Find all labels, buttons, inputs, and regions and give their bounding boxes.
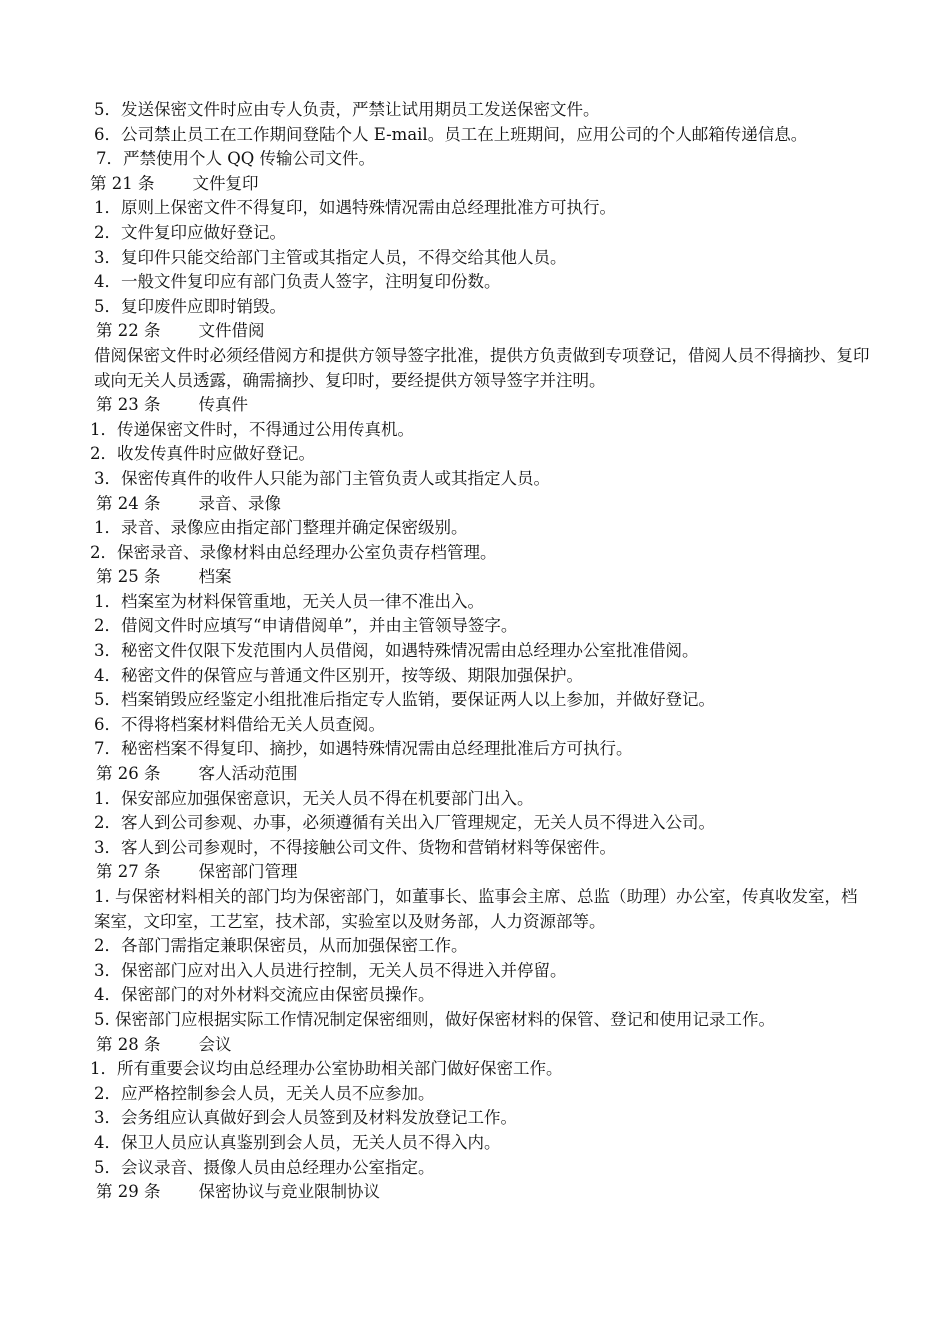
paragraph-line: 7．秘密档案不得复印、摘抄，如遇特殊情况需由总经理批准后方可执行。 [94, 739, 633, 759]
paragraph-line: 1．档案室为材料保管重地，无关人员一律不准出入。 [94, 591, 484, 611]
paragraph-line: 2．客人到公司参观、办事，必须遵循有关出入厂管理规定，无关人员不得进入公司。 [94, 813, 715, 833]
paragraph-line: 2．各部门需指定兼职保密员，从而加强保密工作。 [94, 936, 468, 956]
article-number: 第 27 条 [96, 862, 161, 882]
paragraph-line: 3．复印件只能交给部门主管或其指定人员，不得交给其他人员。 [94, 247, 567, 267]
article-title: 客人活动范围 [198, 764, 298, 784]
article-heading [90, 762, 870, 787]
paragraph-line: 3．保密传真件的收件人只能为部门主管负责人或其指定人员。 [94, 468, 550, 488]
paragraph-line: 2．保密录音、录像材料由总经理办公室负责存档管理。 [90, 542, 497, 562]
paragraph-line: 1. 与保密材料相关的部门均为保密部门，如董事长、监事会主席、总监（助理）办公室，传真收发室，档案室，文印室，工艺室，技术部，实验室以及财务部，人力资源部等。 [94, 887, 858, 931]
paragraph-line: 3．秘密文件仅限下发范围内人员借阅，如遇特殊情况需由总经理办公室批准借阅。 [94, 641, 699, 661]
paragraph-line: 3．保密部门应对出入人员进行控制，无关人员不得进入并停留。 [94, 960, 567, 980]
article-heading [90, 393, 870, 418]
article-heading [90, 492, 870, 517]
article-number: 第 26 条 [96, 764, 161, 784]
paragraph-line: 3．会务组应认真做好到会人员签到及材料发放登记工作。 [94, 1108, 517, 1128]
article-number: 第 24 条 [96, 493, 161, 513]
article-title: 文件借阅 [198, 321, 265, 341]
article-title: 档案 [198, 567, 232, 587]
paragraph-line: 1．传递保密文件时，不得通过公用传真机。 [90, 419, 414, 439]
paragraph-line: 2．借阅文件时应填写“申请借阅单”，并由主管领导签字。 [94, 616, 518, 636]
paragraph-line: 5．复印废件应即时销毁。 [94, 296, 286, 316]
article-heading [90, 319, 870, 344]
article-title: 会议 [198, 1034, 232, 1054]
article-number: 第 21 条 [90, 173, 155, 193]
paragraph-line: 5．档案销毁应经鉴定小组批准后指定专人监销，要保证两人以上参加，并做好登记。 [94, 690, 715, 710]
paragraph-line: 2．文件复印应做好登记。 [94, 222, 286, 242]
paragraph-line: 3．客人到公司参观时，不得接触公司文件、货物和营销材料等保密件。 [94, 837, 616, 857]
paragraph-line: 4．秘密文件的保管应与普通文件区别开，按等级、期限加强保护。 [94, 665, 583, 685]
paragraph-line: 2．应严格控制参会人员，无关人员不应参加。 [94, 1083, 435, 1103]
paragraph-line: 1．所有重要会议均由总经理办公室协助相关部门做好保密工作。 [90, 1059, 563, 1079]
paragraph-line: 2．收发传真件时应做好登记。 [90, 444, 315, 464]
article-title: 保密协议与竞业限制协议 [198, 1182, 380, 1202]
paragraph-line: 4．保密部门的对外材料交流应由保密员操作。 [94, 985, 435, 1005]
paragraph-line: 6．不得将档案材料借给无关人员查阅。 [94, 714, 385, 734]
article-heading [90, 860, 870, 885]
article-number: 第 23 条 [96, 395, 161, 415]
paragraph-line: 6．公司禁止员工在工作期间登陆个人 E-mail。员工在上班期间，应用公司的个人邮箱传递信息。 [94, 124, 808, 144]
paragraph-line: 5．发送保密文件时应由专人负责，严禁让试用期员工发送保密文件。 [94, 100, 600, 119]
article-title: 保密部门管理 [198, 862, 298, 882]
article-heading [90, 1180, 870, 1205]
article-heading [90, 565, 870, 590]
paragraph-line: 5．会议录音、摄像人员由总经理办公室指定。 [94, 1157, 435, 1177]
paragraph-line: 1．原则上保密文件不得复印，如遇特殊情况需由总经理批准方可执行。 [94, 198, 616, 218]
paragraph-line: 7．严禁使用个人 QQ 传输公司文件。 [96, 149, 376, 169]
article-title: 文件复印 [192, 173, 259, 193]
article-title: 录音、录像 [198, 493, 281, 513]
article-number: 第 22 条 [96, 321, 161, 341]
paragraph-line: 1．录音、录像应由指定部门整理并确定保密级别。 [94, 518, 468, 538]
paragraph-line: 4．一般文件复印应有部门负责人签字，注明复印份数。 [94, 272, 501, 292]
document-page [90, 98, 870, 1205]
article-title: 传真件 [198, 395, 248, 415]
paragraph-line: 5. 保密部门应根据实际工作情况制定保密细则，做好保密材料的保管、登记和使用记录工作。 [94, 1009, 775, 1029]
article-number: 第 28 条 [96, 1034, 161, 1054]
paragraph-line: 借阅保密文件时必须经借阅方和提供方领导签字批准，提供方负责做到专项登记，借阅人员不得摘抄、复印或向无关人员透露，确需摘抄、复印时，要经提供方领导签字并注明。 [94, 345, 870, 390]
paragraph-line: 1．保安部应加强保密意识，无关人员不得在机要部门出入。 [94, 788, 534, 808]
article-number: 第 25 条 [96, 567, 161, 587]
article-heading [90, 172, 870, 197]
article-heading [90, 1033, 870, 1058]
article-number: 第 29 条 [96, 1182, 161, 1202]
paragraph-line: 4．保卫人员应认真鉴别到会人员，无关人员不得入内。 [94, 1132, 501, 1152]
